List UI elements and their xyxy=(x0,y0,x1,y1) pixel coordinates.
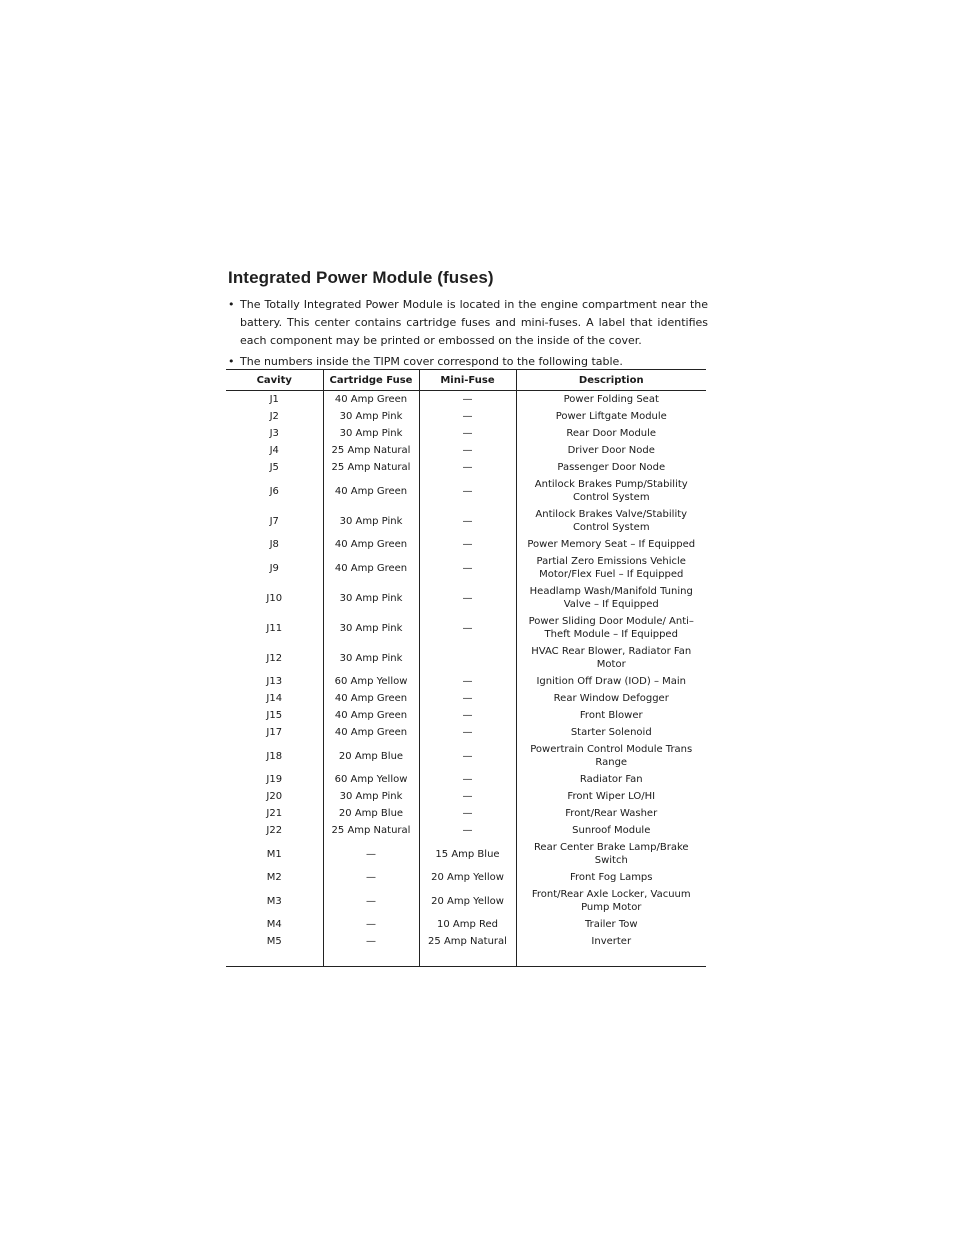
cell-cartridge-fuse: — xyxy=(323,839,419,869)
table-row xyxy=(226,869,706,886)
cell-mini-fuse: — xyxy=(419,724,516,741)
table-row xyxy=(226,476,706,506)
table-row xyxy=(226,805,706,822)
cell-cartridge-fuse: — xyxy=(323,886,419,916)
spacer-cell xyxy=(323,950,419,967)
cell-description: Inverter xyxy=(516,933,706,950)
cell-mini-fuse: — xyxy=(419,707,516,724)
cell-mini-fuse: — xyxy=(419,425,516,442)
cell-cartridge-fuse: 20 Amp Blue xyxy=(323,805,419,822)
cell-cavity: J2 xyxy=(269,411,279,422)
header-cartridge-fuse: Cartridge Fuse xyxy=(323,370,419,391)
header-mini-fuse: Mini-Fuse xyxy=(419,370,516,391)
cell-description: Antilock Brakes Pump/Stability Control System xyxy=(516,476,706,506)
cell-cavity: J3 xyxy=(269,428,279,439)
cell-cavity: J19 xyxy=(266,774,283,785)
cell-cavity: M1 xyxy=(266,848,282,860)
section-title: Integrated Power Module (fuses) xyxy=(228,268,494,287)
cell-cavity: J6 xyxy=(269,485,279,497)
cell-cavity: J18 xyxy=(266,750,283,762)
table-row xyxy=(226,425,706,442)
table-row xyxy=(226,553,706,583)
cell-description: Partial Zero Emissions Vehicle Motor/Flex Fuel – If Equipped xyxy=(516,553,706,583)
cell-cavity: J21 xyxy=(266,808,283,819)
cell-cavity: M4 xyxy=(266,919,282,930)
cell-mini-fuse: — xyxy=(419,822,516,839)
cell-description: Front/Rear Washer xyxy=(516,805,706,822)
cell-description: Front Fog Lamps xyxy=(516,869,706,886)
bullet-marker: • xyxy=(228,355,235,368)
cell-cavity: J4 xyxy=(269,445,279,456)
cell-description: Passenger Door Node xyxy=(516,459,706,476)
cell-mini-fuse: — xyxy=(419,613,516,643)
table-row xyxy=(226,916,706,933)
cell-description: Trailer Tow xyxy=(516,916,706,933)
cell-cavity: J12 xyxy=(266,652,283,664)
table-spacer-row xyxy=(226,950,706,967)
table-row xyxy=(226,391,706,409)
cell-cartridge-fuse: 40 Amp Green xyxy=(323,476,419,506)
cell-cartridge-fuse: 60 Amp Yellow xyxy=(323,673,419,690)
bullet-text: The numbers inside the TIPM cover correspond to the following table. xyxy=(240,355,623,368)
cell-description: Rear Center Brake Lamp/Brake Switch xyxy=(516,839,706,869)
cell-description: Rear Door Module xyxy=(516,425,706,442)
cell-description: Antilock Brakes Valve/Stability Control System xyxy=(516,506,706,536)
table-row xyxy=(226,788,706,805)
cell-cavity: J8 xyxy=(269,539,279,550)
cell-mini-fuse: — xyxy=(419,459,516,476)
cell-description: Driver Door Node xyxy=(516,442,706,459)
table-row xyxy=(226,839,706,869)
header-cavity: Cavity xyxy=(226,370,323,391)
header-description: Description xyxy=(516,370,706,391)
cell-cavity: J7 xyxy=(269,515,279,527)
cell-cartridge-fuse: 30 Amp Pink xyxy=(323,583,419,613)
table-row xyxy=(226,822,706,839)
cell-cavity: M5 xyxy=(266,936,282,947)
cell-cartridge-fuse: 30 Amp Pink xyxy=(323,425,419,442)
cell-description: Ignition Off Draw (IOD) – Main xyxy=(516,673,706,690)
table-row xyxy=(226,459,706,476)
cell-description: Headlamp Wash/Manifold Tuning Valve – If Equipped xyxy=(516,583,706,613)
cell-cavity: J22 xyxy=(266,825,283,836)
bullet-marker: • xyxy=(228,298,235,311)
cell-mini-fuse: — xyxy=(419,442,516,459)
table-row xyxy=(226,643,706,673)
cell-cavity: J9 xyxy=(269,562,279,574)
cell-mini-fuse: 20 Amp Yellow xyxy=(419,869,516,886)
table-row xyxy=(226,583,706,613)
cell-description: HVAC Rear Blower, Radiator Fan Motor xyxy=(516,643,706,673)
cell-cavity: M2 xyxy=(266,872,282,883)
cell-cartridge-fuse: 40 Amp Green xyxy=(323,707,419,724)
cell-mini-fuse: — xyxy=(419,391,516,409)
cell-mini-fuse: 25 Amp Natural xyxy=(419,933,516,950)
table-row xyxy=(226,442,706,459)
cell-description: Front/Rear Axle Locker, Vacuum Pump Motor xyxy=(516,886,706,916)
cell-mini-fuse: — xyxy=(419,536,516,553)
cell-mini-fuse: — xyxy=(419,771,516,788)
cell-description: Sunroof Module xyxy=(516,822,706,839)
table-row xyxy=(226,536,706,553)
cell-mini-fuse: — xyxy=(419,583,516,613)
cell-cavity: J15 xyxy=(266,710,283,721)
cell-cartridge-fuse: 30 Amp Pink xyxy=(323,506,419,536)
cell-cartridge-fuse: 20 Amp Blue xyxy=(323,741,419,771)
spacer-cell xyxy=(419,950,516,967)
cell-cavity: M3 xyxy=(266,895,282,907)
cell-cartridge-fuse: 40 Amp Green xyxy=(323,391,419,409)
table-row xyxy=(226,933,706,950)
cell-description: Power Folding Seat xyxy=(516,391,706,409)
cell-description: Starter Solenoid xyxy=(516,724,706,741)
cell-mini-fuse: 10 Amp Red xyxy=(419,916,516,933)
cell-cartridge-fuse: 25 Amp Natural xyxy=(323,459,419,476)
cell-mini-fuse: — xyxy=(419,476,516,506)
cell-description: Power Memory Seat – If Equipped xyxy=(516,536,706,553)
cell-cartridge-fuse: — xyxy=(323,933,419,950)
cell-cavity: J11 xyxy=(266,622,283,634)
cell-cavity: J1 xyxy=(269,394,279,405)
cell-description: Front Blower xyxy=(516,707,706,724)
cell-description: Front Wiper LO/HI xyxy=(516,788,706,805)
cell-cavity: J14 xyxy=(266,693,283,704)
cell-cartridge-fuse: — xyxy=(323,869,419,886)
spacer-cell xyxy=(226,950,323,967)
cell-cartridge-fuse: 30 Amp Pink xyxy=(323,788,419,805)
cell-cartridge-fuse: 40 Amp Green xyxy=(323,690,419,707)
cell-mini-fuse: — xyxy=(419,408,516,425)
cell-mini-fuse: — xyxy=(419,690,516,707)
fuse-table-body xyxy=(226,391,706,967)
cell-cartridge-fuse: 40 Amp Green xyxy=(323,553,419,583)
cell-cartridge-fuse: 40 Amp Green xyxy=(323,724,419,741)
cell-description: Rear Window Defogger xyxy=(516,690,706,707)
cell-description: Powertrain Control Module Trans Range xyxy=(516,741,706,771)
fuse-table xyxy=(226,369,706,967)
cell-cartridge-fuse: 25 Amp Natural xyxy=(323,442,419,459)
table-row xyxy=(226,707,706,724)
bullet-list xyxy=(228,296,708,374)
cell-cavity: J20 xyxy=(266,791,283,802)
cell-mini-fuse: — xyxy=(419,553,516,583)
table-row xyxy=(226,408,706,425)
fuse-table-header xyxy=(226,370,706,391)
cell-mini-fuse: — xyxy=(419,741,516,771)
bullet-text: The Totally Integrated Power Module is located in the engine compartment near the battery. This center contains cartridge fuses and mini-fuses. A label that identifies each component may be printed or embossed on the inside of the cover. xyxy=(240,298,708,347)
table-row xyxy=(226,724,706,741)
table-row xyxy=(226,690,706,707)
cell-mini-fuse: — xyxy=(419,788,516,805)
cell-description: Radiator Fan xyxy=(516,771,706,788)
cell-cartridge-fuse: 30 Amp Pink xyxy=(323,613,419,643)
header-row xyxy=(226,370,706,391)
cell-cartridge-fuse: 25 Amp Natural xyxy=(323,822,419,839)
cell-cartridge-fuse: 40 Amp Green xyxy=(323,536,419,553)
table-row xyxy=(226,673,706,690)
cell-mini-fuse: — xyxy=(419,805,516,822)
cell-mini-fuse: — xyxy=(419,673,516,690)
cell-cartridge-fuse: 30 Amp Pink xyxy=(323,408,419,425)
cell-cartridge-fuse: 30 Amp Pink xyxy=(323,643,419,673)
table-row xyxy=(226,886,706,916)
cell-cartridge-fuse: 60 Amp Yellow xyxy=(323,771,419,788)
bullet-item xyxy=(228,296,708,350)
cell-description: Power Sliding Door Module/ Anti–Theft Module – If Equipped xyxy=(516,613,706,643)
table-row xyxy=(226,613,706,643)
cell-description: Power Liftgate Module xyxy=(516,408,706,425)
cell-mini-fuse: 15 Amp Blue xyxy=(419,839,516,869)
cell-cavity: J17 xyxy=(266,727,283,738)
cell-cavity: J10 xyxy=(266,592,283,604)
table-row xyxy=(226,741,706,771)
cell-cartridge-fuse: — xyxy=(323,916,419,933)
cell-mini-fuse xyxy=(419,643,516,673)
table-row xyxy=(226,506,706,536)
cell-cavity: J5 xyxy=(269,462,279,473)
cell-cavity: J13 xyxy=(266,676,283,687)
cell-mini-fuse: 20 Amp Yellow xyxy=(419,886,516,916)
spacer-cell xyxy=(516,950,706,967)
table-row xyxy=(226,771,706,788)
cell-mini-fuse: — xyxy=(419,506,516,536)
